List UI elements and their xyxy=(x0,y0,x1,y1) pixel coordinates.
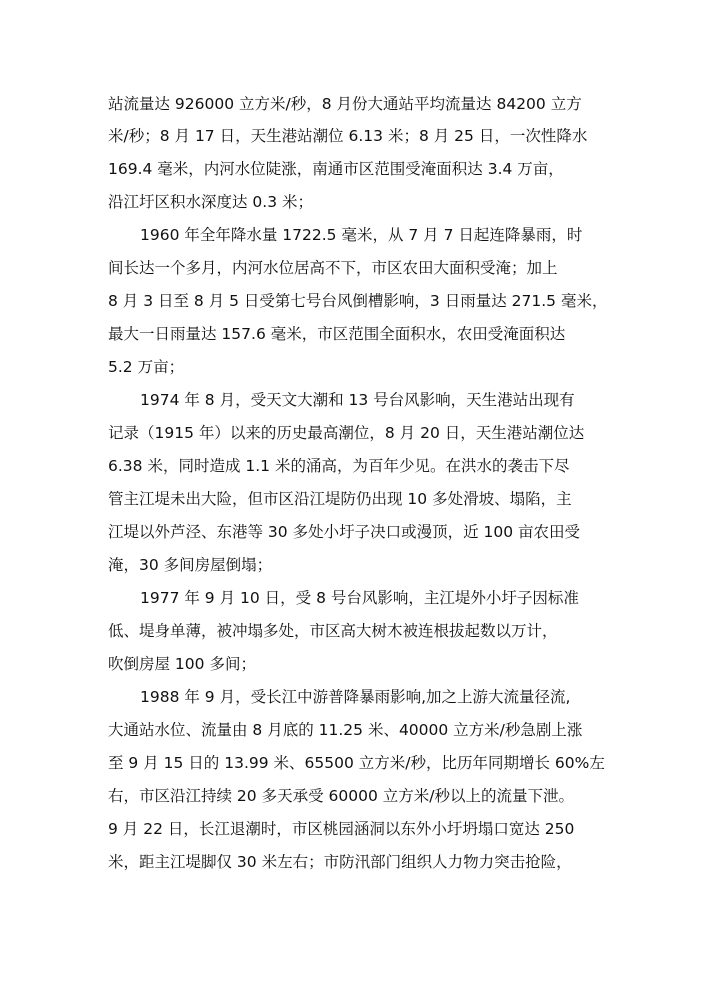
text-line: 8 月 3 日至 8 月 5 日受第七号台风倒槽影响，3 日雨量达 271.5 毫米， xyxy=(108,292,608,310)
text-line: 米，距主江堤脚仅 30 米左右；市防汛部门组织人力物力突击抢险， xyxy=(108,853,572,871)
text-line: 9 月 22 日，长江退潮时，市区桃园涵洞以东外小圩坍塌口宽达 250 xyxy=(108,820,575,838)
text-line: 吹倒房屋 100 多间； xyxy=(108,655,256,673)
text-line: 记录（1915 年）以来的历史最高潮位，8 月 20 日，天生港站潮位达 xyxy=(108,424,585,442)
text-line: 至 9 月 15 日的 13.99 米、65500 立方米/秒，比历年同期增长 60%左 xyxy=(108,754,605,772)
paragraph-1977-start: 1977 年 9 月 10 日，受 8 号台风影响，主江堤外小圩子因标准 xyxy=(140,589,579,607)
paragraph-1988-start: 1988 年 9 月，受长江中游普降暴雨影响,加之上游大流量径流, xyxy=(140,688,571,706)
text-line: 沿江圩区积水深度达 0.3 米； xyxy=(108,193,314,211)
text-line: 淹，30 多间房屋倒塌； xyxy=(108,556,273,574)
paragraph-1960-start: 1960 年全年降水量 1722.5 毫米，从 7 月 7 日起连降暴雨，时 xyxy=(140,226,583,244)
text-line: 江堤以外芦泾、东港等 30 多处小圩子决口或漫顶，近 100 亩农田受 xyxy=(108,523,581,541)
text-line: 大通站水位、流量由 8 月底的 11.25 米、40000 立方米/秒急剧上涨 xyxy=(108,721,583,739)
text-line: 站流量达 926000 立方米/秒，8 月份大通站平均流量达 84200 立方 xyxy=(108,95,582,113)
text-line: 169.4 毫米，内河水位陡涨，南通市区范围受淹面积达 3.4 万亩， xyxy=(108,160,564,178)
text-line: 管主江堤未出大险，但市区沿江堤防仍出现 10 多处滑坡、塌陷，主 xyxy=(108,490,572,508)
text-line: 右，市区沿江持续 20 多天承受 60000 立方米/秒以上的流量下泄。 xyxy=(108,787,574,805)
text-line: 低、堤身单薄，被冲塌多处，市区高大树木被连根拔起数以万计， xyxy=(108,622,558,640)
text-line: 6.38 米，同时造成 1.1 米的涌高，为百年少见。在洪水的袭击下尽 xyxy=(108,457,570,475)
text-line: 最大一日雨量达 157.6 毫米，市区范围全面积水，农田受淹面积达 xyxy=(108,325,566,343)
text-line: 5.2 万亩； xyxy=(108,358,185,376)
text-line: 米/秒；8 月 17 日，天生港站潮位 6.13 米；8 月 25 日，一次性降水 xyxy=(108,127,588,145)
paragraph-1974-start: 1974 年 8 月，受天文大潮和 13 号台风影响，天生港站出现有 xyxy=(140,391,575,409)
text-line: 间长达一个多月，内河水位居高不下，市区农田大面积受淹；加上 xyxy=(108,259,558,277)
